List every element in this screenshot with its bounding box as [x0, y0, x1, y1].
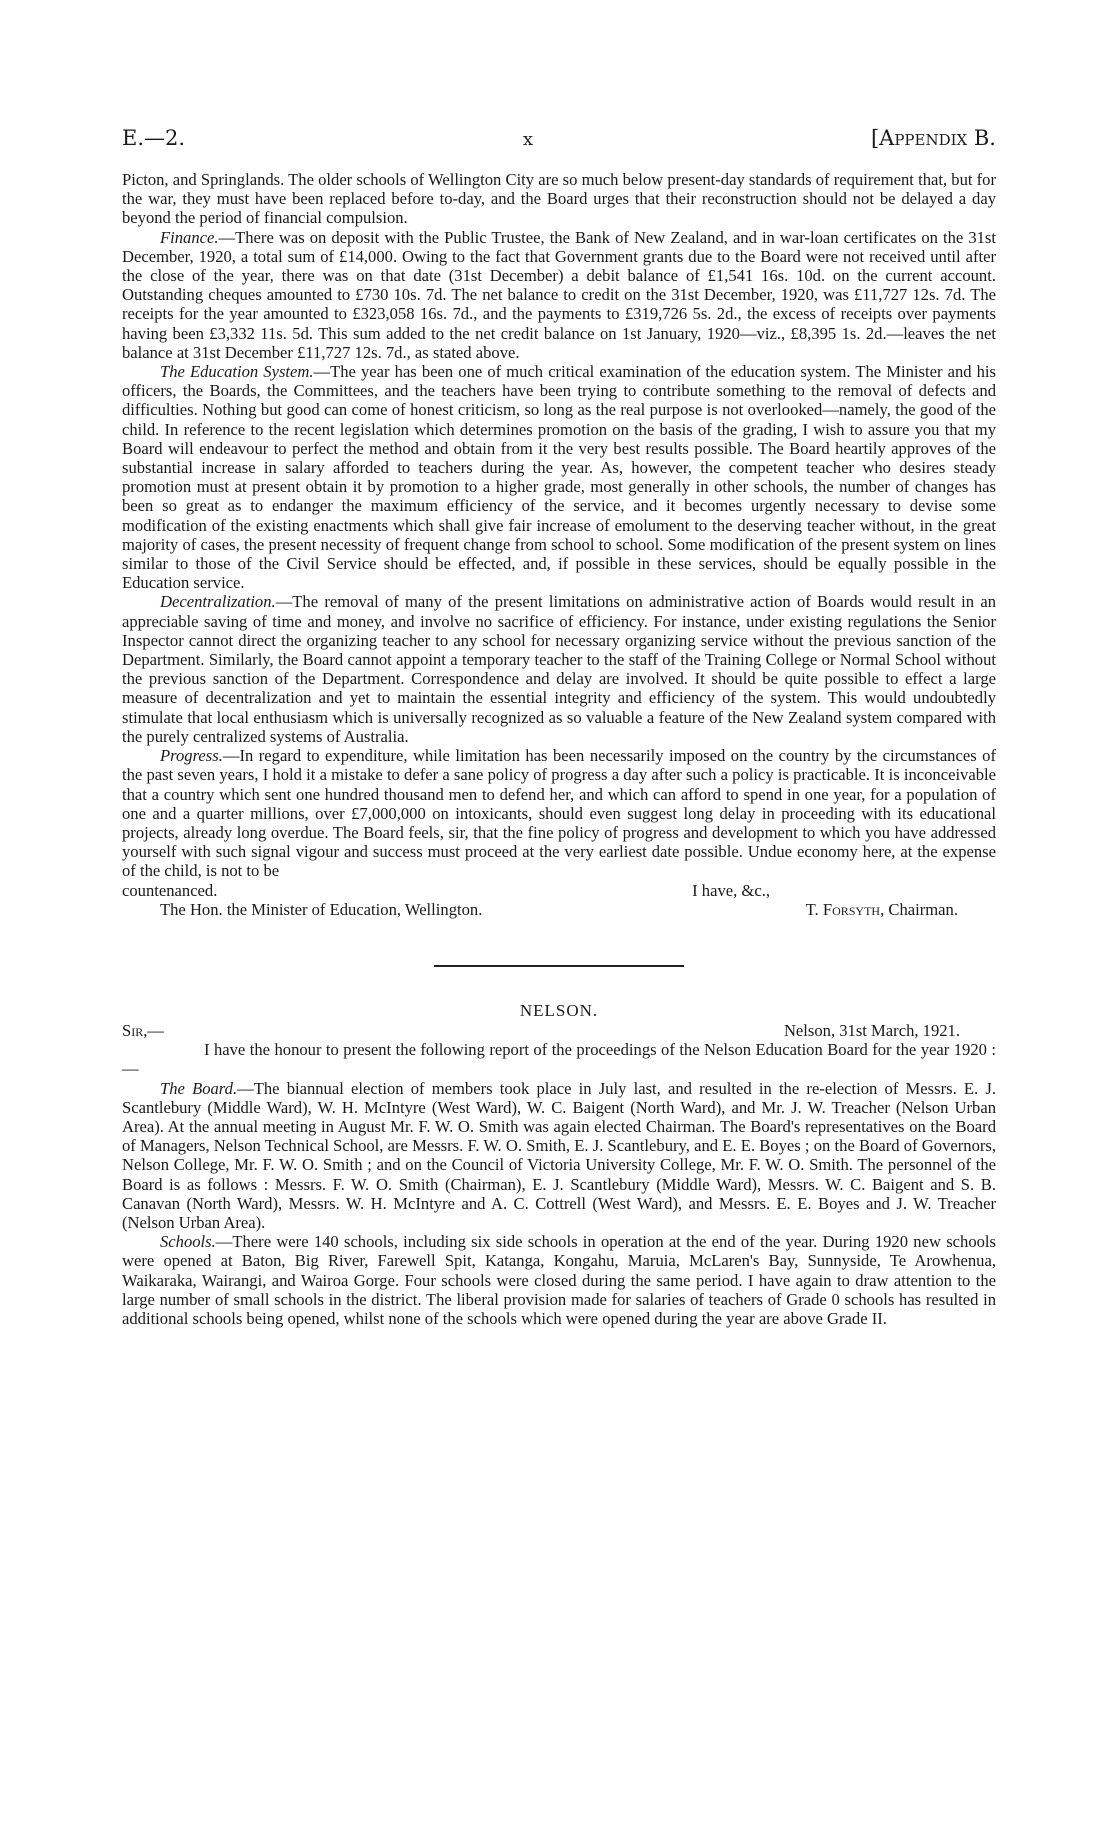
decentralization-heading: Decentralization.: [160, 592, 276, 612]
letter-date: Nelson, 31st March, 1921.: [783, 1020, 960, 1040]
closing-left: countenanced.: [122, 880, 218, 900]
addressee: The Hon. the Minister of Education, Wellington.: [160, 899, 483, 919]
board-text: —The biannual election of members took place in July last, and resulted in the re-election of Messrs. E. J. Scantlebury (Middle Ward), W. H. McIntyre (West Ward), W. C. Baigent (North Ward), and Mr. J. W. Treacher (Nelson Urban Area). At the annual meeting in August Mr. F. W. O. Smith was again elected Chairman. The Board's representatives on the Board of Managers, Nelson Technical School, are Messrs. F. W. O. Smith, E. J. Scantlebury, and E. E. Boyes ; on the Board of Governors, Nelson College, Mr. F. W. O. Smith ; and on the Council of Victoria University College, Mr. F. W. O. Smith. The personnel of the Board is as follows : Messrs. F. W. O. Smith (Chairman), E. J. Scantlebury (Middle Ward), Messrs. W. C. Baigent and S. B. Canavan (North Ward), Messrs. W. H. McIntyre and A. C. Cottrell (West Ward), and Messrs. E. E. Boyes and J. W. Treacher (Nelson Urban Area).: [122, 1078, 996, 1232]
signature: T. Forsyth, Chairman.: [805, 899, 958, 919]
closing-row: [122, 881, 996, 900]
education-system-text: —The year has been one of much critical examination of the education system. The Minister and his officers, the Boards, the Committees, and the teachers have been trying to contribute something to the removal of defects and difficulties. Nothing but good can come of honest criticism, so long as the real purpose is not overlooked—namely, the good of the child. In reference to the recent legislation which determines promotion on the basis of the grading, I wish to assure you that my Board will endeavour to perfect the method and obtain from it the very best results possible. The Board heartily approves of the substantial increase in salary afforded to teachers during the year. As, however, the competent teacher who desires steady promotion must at present obtain it by promotion to a higher grade, most generally in other schools, the number of changes has been so great as to endanger the maximum efficiency of the service, and it becomes urgently necessary to devise some modification of the existing enactments which shall give fair increase of emolument to the deserving teacher without, in the great majority of cases, the present necessity of frequent change from school to school. Some modification of the present system on lines similar to those of the Civil Service should be effected, and, if possible in these services, should be equally possible in the Education service.: [122, 362, 997, 593]
document-page: [122, 126, 996, 1328]
finance-paragraph: [122, 228, 996, 362]
header-left: E.—2.: [122, 126, 186, 150]
schools-paragraph: [122, 1232, 996, 1328]
signature-row: [122, 900, 996, 919]
wellington-report-body: [122, 170, 996, 881]
nelson-intro-paragraph: I have the honour to present the following report of the proceedings of the Nelson Education Board for the year 1920 :—: [122, 1040, 996, 1079]
schools-text: —There were 140 schools, including six side schools in operation at the end of the year. During 1920 new schools were opened at Baton, Big River, Farewell Spit, Katanga, Kongahu, Maruia, McLaren's Bay, Sunnyside, Te Arowhenua, Waikaraka, Wairangi, and Wairoa Gorge. Four schools were closed during the same period. I have again to draw attention to the large number of small schools in the district. The liberal provision made for salaries of teachers of Grade 0 schools has resulted in additional schools being opened, whilst none of the schools which were opened during the year are above Grade II.: [122, 1232, 996, 1328]
salutation-row: [122, 1021, 996, 1040]
closing-right: I have, &c.,: [692, 880, 770, 900]
finance-text: —There was on deposit with the Public Trustee, the Bank of New Zealand, and in war-loan certificates on the 31st December, 1920, a total sum of £14,000. Owing to the fact that Government grants due to the Board were not received until after the close of the year, there was on that date (31st December) a debit balance of £1,541 16s. 10d. on the current account. Outstanding cheques amounted to £730 10s. 7d. The net balance to credit on the 31st December, 1920, was £11,727 12s. 7d. The receipts for the year amounted to £323,058 16s. 7d., and the payments to £319,726 5s. 2d., the excess of receipts over payments having been £3,332 11s. 5d. This sum added to the net credit balance on 1st January, 1920—viz., £8,395 1s. 2d.—leaves the net balance at 31st December £11,727 12s. 7d., as stated above.: [122, 227, 996, 362]
progress-paragraph: [122, 746, 996, 880]
header-page-number: x: [522, 129, 534, 150]
education-system-heading: The Education System.: [160, 362, 314, 382]
intro-paragraph: Picton, and Springlands. The older schools of Wellington City are so much below present-day standards of requirement that, but for the war, they must have been replaced before to-day, and the Board urges that their reconstruction should not be delayed a day beyond the period of financial compulsion.: [122, 170, 996, 228]
nelson-title: NELSON.: [519, 1000, 599, 1020]
progress-text: —In regard to expenditure, while limitation has been necessarily imposed on the country by the circumstances of the past seven years, I hold it a mistake to defer a sane policy of progress a day after such a policy is practicable. It is inconceivable that a country which sent one hundred thousand men to defend her, and which can afford to spend in one year, for a population of one and a quarter millions, over £7,000,000 on intoxicants, should even suggest long delay in proceeding with its educational projects, already long overdue. The Board feels, sir, that the fine policy of progress and development to which you have addressed yourself with such signal vigour and success must proceed at the very earliest date possible. Undue economy here, at the expense of the child, is not to be: [122, 746, 996, 881]
board-paragraph: [122, 1079, 996, 1233]
board-heading: The Board.: [160, 1078, 238, 1098]
progress-heading: Progress.: [160, 746, 223, 766]
section-divider: [434, 965, 684, 967]
nelson-report-body: [122, 1040, 996, 1328]
schools-heading: Schools.: [160, 1232, 216, 1252]
decentralization-paragraph: [122, 592, 996, 746]
finance-heading: Finance.: [160, 227, 219, 247]
salutation: Sir,—: [122, 1020, 164, 1040]
education-system-paragraph: [122, 362, 996, 592]
page-header: [122, 126, 996, 170]
header-right: [Appendix B.: [870, 126, 996, 150]
decentralization-text: —The removal of many of the present limitations on administrative action of Boards would result in an appreciable saving of time and money, and involve no sacrifice of efficiency. For instance, under existing regulations the Senior Inspector cannot direct the organizing teacher to any school for necessary organizing service without the previous sanction of the Department. Similarly, the Board cannot appoint a temporary teacher to the staff of the Training College or Normal School without the previous sanction of the Department. Correspondence and delay are involved. It should be quite possible to effect a large measure of decentralization and yet to maintain the essential integrity and efficiency of the system. This would undoubtedly stimulate that local enthusiasm which is universally recognized as so valuable a feature of the New Zealand system compared with the purely centralized systems of Australia.: [122, 592, 996, 746]
